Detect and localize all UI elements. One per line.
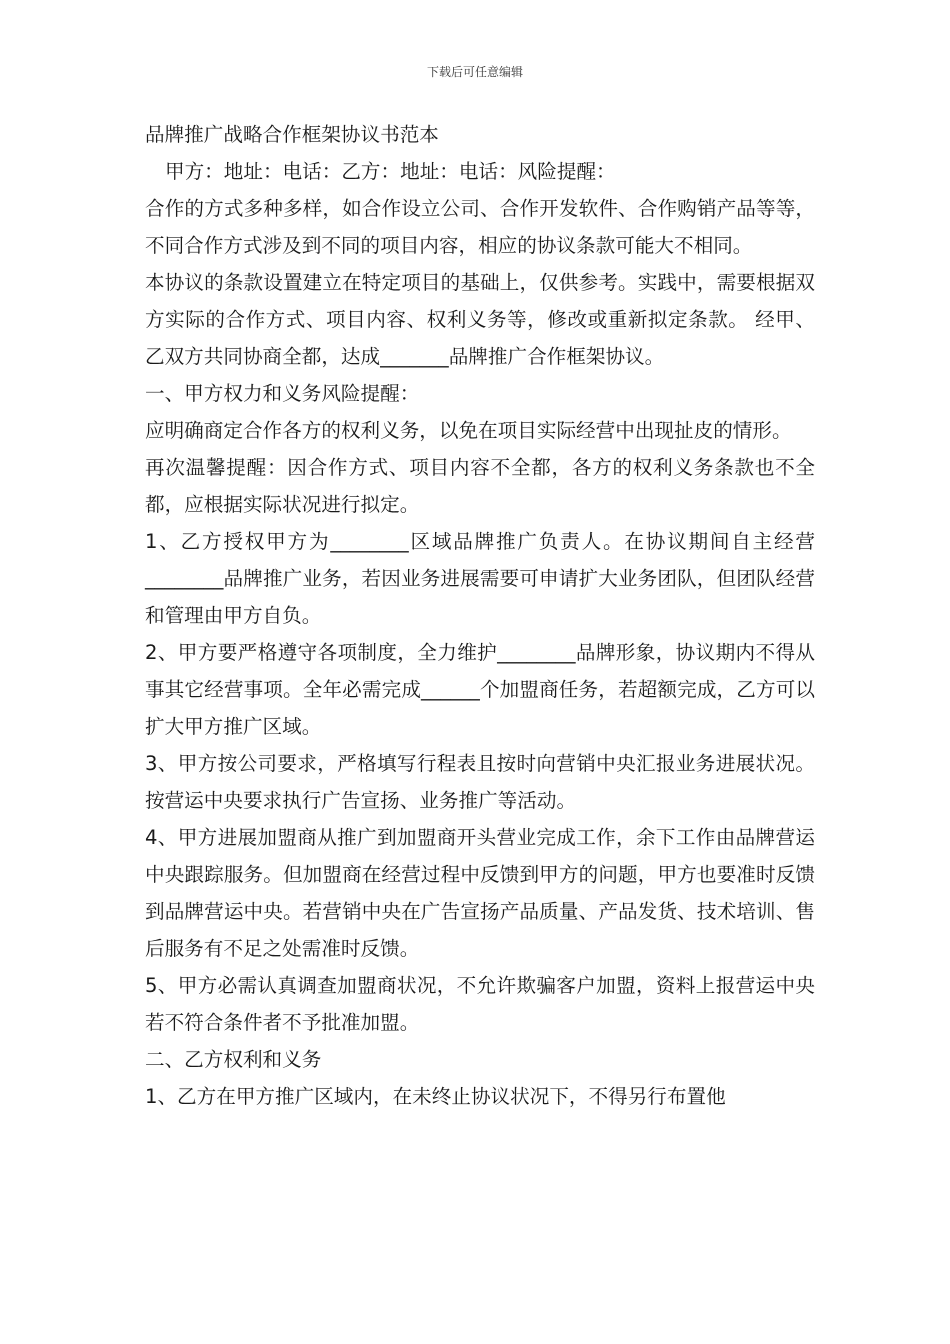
clause-item: 1、乙方在甲方推广区域内，在未终止协议状况下，不得另行布置他 xyxy=(145,1085,726,1108)
section-heading: 一、甲方权力和义务风险提醒： xyxy=(145,382,420,405)
page-header: 下载后可任意编辑 xyxy=(426,65,523,79)
clause-item: 3、甲方按公司要求，严格填写行程表且按时向营销中央汇报业务进展状况。按营运中央要求执行广告宣扬、业务推广等活动。 xyxy=(145,752,815,812)
paragraph: 本协议的条款设置建立在特定项目的基础上，仅供参考。实践中，需要根据双方实际的合作方式、项目内容、权利义务等，修改或重新拟定条款。 经甲、乙双方共同协商全都，达成_______品牌推广合作框架协议。 xyxy=(145,271,815,368)
clause-item: 2、甲方要严格遵守各项制度，全力维护________品牌形象，协议期内不得从事其它经营事项。全年必需完成______个加盟商任务，若超额完成，乙方可以扩大甲方推广区域。 xyxy=(145,641,815,738)
paragraph: 应明确商定合作各方的权利义务，以免在项目实际经营中出现扯皮的情形。 xyxy=(145,419,792,442)
document-body xyxy=(145,116,815,1115)
clause-item: 4、甲方进展加盟商从推广到加盟商开头营业完成工作，余下工作由品牌营运中央跟踪服务。但加盟商在经营过程中反馈到甲方的问题，甲方也要准时反馈到品牌营运中央。若营销中央在广告宣扬产品质量、产品发货、技术培训、售后服务有不足之处需准时反馈。 xyxy=(145,826,815,960)
section-heading: 二、乙方权利和义务 xyxy=(145,1048,322,1071)
paragraph: 合作的方式多种多样，如合作设立公司、合作开发软件、合作购销产品等等，不同合作方式涉及到不同的项目内容，相应的协议条款可能大不相同。 xyxy=(145,197,815,257)
parties-line: 甲方：地址：电话：乙方：地址：电话：风险提醒： xyxy=(165,160,616,183)
paragraph: 再次温馨提醒：因合作方式、项目内容不全都，各方的权利义务条款也不全都，应根据实际状况进行拟定。 xyxy=(145,456,815,516)
document-title: 品牌推广战略合作框架协议书范本 xyxy=(145,123,439,146)
clause-item: 1、乙方授权甲方为________区域品牌推广负责人。在协议期间自主经营________品牌推广业务，若因业务进展需要可申请扩大业务团队，但团队经营和管理由甲方自负。 xyxy=(145,530,815,627)
clause-item: 5、甲方必需认真调查加盟商状况，不允许欺骗客户加盟，资料上报营运中央若不符合条件者不予批准加盟。 xyxy=(145,974,815,1034)
